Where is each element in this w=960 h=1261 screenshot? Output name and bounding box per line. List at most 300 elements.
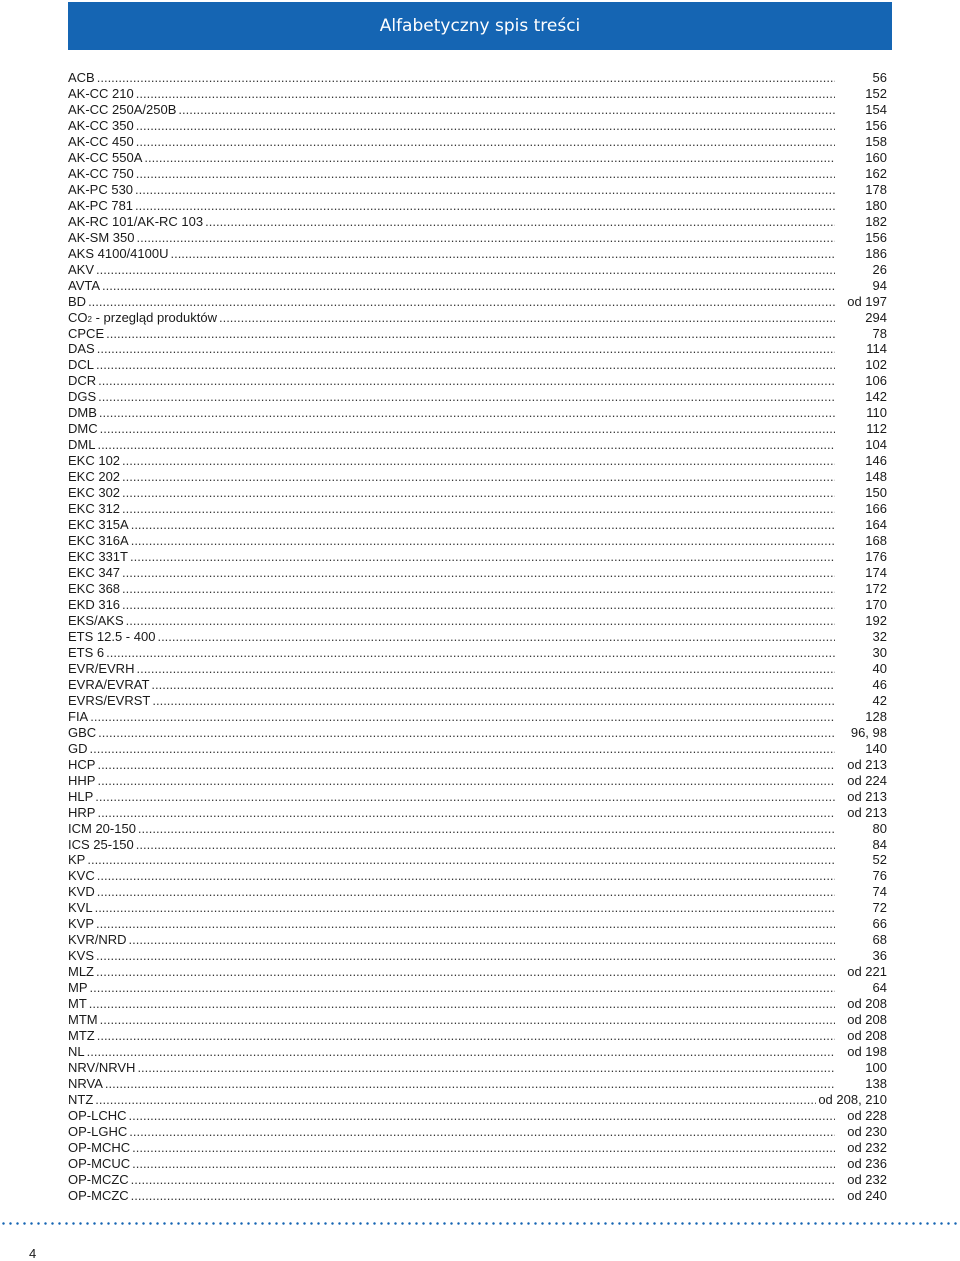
entry-page: od 197 xyxy=(847,293,887,309)
dot-leader xyxy=(136,837,835,853)
index-entry xyxy=(68,118,887,134)
dot-leader xyxy=(106,326,835,342)
page-number: 4 xyxy=(29,1246,37,1261)
index-entry xyxy=(68,262,887,278)
dot-leader xyxy=(178,102,835,118)
entry-name-text: ACB xyxy=(68,70,95,85)
entry-name xyxy=(68,70,95,86)
entry-name xyxy=(68,805,95,821)
entry-name xyxy=(68,389,96,405)
entry-page: 106 xyxy=(865,373,887,389)
entry-page: 142 xyxy=(865,389,887,405)
entry-page: od 228 xyxy=(847,1107,887,1123)
entry-page: 104 xyxy=(865,437,887,453)
dot-leader xyxy=(87,1044,835,1060)
entry-page: od 208 xyxy=(847,1012,887,1028)
dot-leader xyxy=(122,501,835,517)
entry-name xyxy=(68,533,129,549)
entry-name-text: HHP xyxy=(68,772,96,788)
index-entry xyxy=(68,757,887,773)
dot-leader xyxy=(136,134,835,150)
entry-name xyxy=(68,597,120,613)
entry-page: 166 xyxy=(865,501,887,517)
entry-name xyxy=(68,469,120,485)
entry-page: 94 xyxy=(872,277,887,293)
dot-leader xyxy=(219,310,835,326)
index-entry xyxy=(68,1188,887,1204)
entry-name-text: EKC 331T xyxy=(68,549,128,565)
dot-leader xyxy=(152,693,835,709)
entry-name-text: DMB xyxy=(68,405,97,421)
index-entry xyxy=(68,884,887,900)
entry-name xyxy=(68,581,120,597)
dot-leader xyxy=(97,757,835,773)
entry-name xyxy=(68,262,94,278)
index-entry xyxy=(68,533,887,549)
entry-name-text: MTM xyxy=(68,1012,98,1028)
dot-leader xyxy=(129,932,835,948)
dot-leader xyxy=(97,884,835,900)
entry-name-text: MT xyxy=(68,996,87,1012)
entry-name xyxy=(68,1108,127,1124)
entry-page: od 221 xyxy=(847,964,887,980)
entry-name xyxy=(68,789,93,805)
index-entry xyxy=(68,1140,887,1156)
entry-name-text: MP xyxy=(68,980,88,996)
entry-page: 42 xyxy=(872,692,887,708)
entry-name-text: KVR/NRD xyxy=(68,932,127,948)
entry-name xyxy=(68,453,120,469)
entry-name-text: KVL xyxy=(68,900,93,916)
entry-name-text: DML xyxy=(68,437,96,453)
entry-page: 156 xyxy=(865,229,887,245)
index-entry xyxy=(68,677,887,693)
entry-name xyxy=(68,182,133,198)
index-entry xyxy=(68,421,887,437)
entry-page: 176 xyxy=(865,549,887,565)
dot-leader xyxy=(170,246,835,262)
entry-name-text: GBC xyxy=(68,724,97,740)
entry-name-text: EKC 302 xyxy=(68,485,121,501)
entry-page: 294 xyxy=(865,309,887,325)
entry-name-text: FIA xyxy=(68,708,89,724)
entry-page: 76 xyxy=(872,868,887,884)
index-entry xyxy=(68,150,887,166)
dot-leader xyxy=(151,677,835,693)
entry-name xyxy=(68,357,94,373)
dot-leader xyxy=(98,389,835,405)
dot-leader xyxy=(132,1156,835,1172)
entry-page: 162 xyxy=(865,165,887,181)
dot-leader xyxy=(90,741,836,757)
entry-name-text: NRV/NRVH xyxy=(68,1060,136,1076)
index-entry xyxy=(68,916,887,932)
entry-name-text: AK-CC 550A xyxy=(68,149,143,165)
entry-name-text: EKD 316 xyxy=(68,596,121,612)
index-entry xyxy=(68,405,887,421)
entry-page: 160 xyxy=(865,149,887,165)
entry-page: 68 xyxy=(872,932,887,948)
index-entry xyxy=(68,230,887,246)
entry-name-text: KVP xyxy=(68,916,95,932)
entry-name xyxy=(68,1044,85,1060)
entry-name xyxy=(68,1092,93,1108)
entry-name-text: KVC xyxy=(68,868,95,884)
entry-name xyxy=(68,549,128,565)
index-entry xyxy=(68,948,887,964)
entry-name-text: AK-CC 450 xyxy=(68,133,134,149)
index-entry xyxy=(68,166,887,182)
dot-leader xyxy=(129,1108,835,1124)
entry-name xyxy=(68,645,104,661)
entry-name xyxy=(68,1188,129,1204)
index-entry xyxy=(68,198,887,214)
dot-leader xyxy=(87,852,835,868)
entry-name xyxy=(68,134,134,150)
entry-name-text: AVTA xyxy=(68,277,101,293)
index-entry xyxy=(68,837,887,853)
entry-page: 56 xyxy=(872,70,887,85)
dot-leader xyxy=(131,517,835,533)
entry-name-text: ETS 12.5 - 400 xyxy=(68,628,156,644)
entry-name xyxy=(68,565,120,581)
entry-name xyxy=(68,278,100,294)
index-entry xyxy=(68,805,887,821)
dotted-divider xyxy=(0,1222,960,1225)
entry-name-text: AK-CC 350 xyxy=(68,117,134,133)
entry-page: od 232 xyxy=(847,1139,887,1155)
entry-name xyxy=(68,214,203,230)
index-entry xyxy=(68,565,887,581)
entry-name-text: OP-LCHC xyxy=(68,1107,127,1123)
entry-name xyxy=(68,693,150,709)
entry-name xyxy=(68,373,96,389)
dot-leader xyxy=(126,613,835,629)
entry-page: 170 xyxy=(865,596,887,612)
index-entry xyxy=(68,821,887,837)
entry-name xyxy=(68,230,134,246)
dot-leader xyxy=(135,182,835,198)
dot-leader xyxy=(100,421,835,437)
entry-name xyxy=(68,421,98,437)
index-entry xyxy=(68,357,887,373)
index-entry xyxy=(68,996,887,1012)
index-entry xyxy=(68,278,887,294)
index-entry xyxy=(68,980,887,996)
dot-leader xyxy=(96,964,835,980)
entry-name xyxy=(68,613,124,629)
entry-page: 66 xyxy=(872,916,887,932)
index-entry xyxy=(68,469,887,485)
dot-leader xyxy=(205,214,835,230)
entry-page: 46 xyxy=(872,676,887,692)
entry-name xyxy=(68,932,127,948)
index-entry xyxy=(68,709,887,725)
entry-name-text: EKC 102 xyxy=(68,453,121,469)
entry-name-text: EKC 202 xyxy=(68,469,121,485)
index-entry xyxy=(68,868,887,884)
dot-leader xyxy=(106,645,835,661)
entry-page: 178 xyxy=(865,181,887,197)
index-entry xyxy=(68,485,887,501)
dot-leader xyxy=(122,485,835,501)
entry-name-text: OP-MCZC xyxy=(68,1187,129,1203)
dot-leader xyxy=(97,773,835,789)
dot-leader xyxy=(122,469,835,485)
index-entry xyxy=(68,373,887,389)
entry-page: 74 xyxy=(872,884,887,900)
index-list xyxy=(68,70,887,1204)
entry-page: od 224 xyxy=(847,772,887,788)
entry-page: 114 xyxy=(866,341,887,357)
index-entry xyxy=(68,900,887,916)
index-entry xyxy=(68,597,887,613)
index-entry xyxy=(68,1044,887,1060)
dot-leader xyxy=(136,230,835,246)
entry-name-text: ETS 6 xyxy=(68,644,105,660)
dot-leader xyxy=(136,86,835,102)
entry-name-text: AK-CC 250A/250B xyxy=(68,101,177,117)
entry-page: 186 xyxy=(865,245,887,261)
entry-name xyxy=(68,996,87,1012)
entry-page: 154 xyxy=(865,101,887,117)
index-entry xyxy=(68,310,887,326)
dot-leader xyxy=(122,597,835,613)
entry-page: 192 xyxy=(865,612,887,628)
dot-leader xyxy=(97,70,835,86)
index-entry xyxy=(68,1108,887,1124)
entry-name-text: AK-CC 750 xyxy=(68,165,134,181)
index-entry xyxy=(68,613,887,629)
entry-page: 36 xyxy=(872,948,887,964)
entry-name xyxy=(68,709,88,725)
dot-leader xyxy=(96,948,835,964)
index-entry xyxy=(68,932,887,948)
entry-name-text: AK-SM 350 xyxy=(68,229,135,245)
dot-leader xyxy=(97,805,835,821)
entry-name xyxy=(68,964,94,980)
entry-name-text: ICS 25-150 xyxy=(68,836,134,852)
entry-page: 180 xyxy=(865,197,887,213)
entry-name xyxy=(68,341,95,357)
entry-page: 168 xyxy=(865,533,887,549)
entry-name-text: EVR/EVRH xyxy=(68,660,135,676)
entry-name-text: AKV xyxy=(68,261,95,277)
index-entry xyxy=(68,246,887,262)
entry-name xyxy=(68,1140,130,1156)
entry-name-text: DCL xyxy=(68,357,95,373)
entry-name xyxy=(68,980,88,996)
index-entry xyxy=(68,629,887,645)
entry-name-text: HCP xyxy=(68,756,96,772)
entry-name xyxy=(68,884,95,900)
entry-page: od 236 xyxy=(847,1155,887,1171)
entry-page: 110 xyxy=(866,405,887,421)
entry-page: 164 xyxy=(865,517,887,533)
entry-page: 138 xyxy=(865,1076,887,1092)
entry-name xyxy=(68,1124,127,1140)
entry-name xyxy=(68,741,88,757)
entry-name xyxy=(68,118,134,134)
entry-name xyxy=(68,852,85,868)
index-entry xyxy=(68,70,887,86)
entry-name-text: OP-LGHC xyxy=(68,1123,128,1139)
index-entry xyxy=(68,326,887,342)
entry-page: od 213 xyxy=(847,756,887,772)
index-entry xyxy=(68,501,887,517)
dot-leader xyxy=(144,150,835,166)
entry-name xyxy=(68,86,134,102)
entry-name-text: AK-PC 781 xyxy=(68,197,134,213)
entry-name-text: NTZ xyxy=(68,1092,94,1107)
entry-page: 30 xyxy=(872,644,887,660)
entry-name-text: AK-RC 101/AK-RC 103 xyxy=(68,213,204,229)
entry-page: 26 xyxy=(872,261,887,277)
entry-name-text: KVD xyxy=(68,884,95,900)
index-entry xyxy=(68,341,887,357)
page-header xyxy=(68,2,892,50)
dot-leader xyxy=(137,1060,835,1076)
dot-leader xyxy=(97,437,835,453)
entry-name-text: EKC 347 xyxy=(68,565,121,581)
dot-leader xyxy=(131,1188,835,1204)
entry-page: 96, 98 xyxy=(850,724,887,740)
index-entry xyxy=(68,1012,887,1028)
index-entry xyxy=(68,549,887,565)
entry-page: 172 xyxy=(865,581,887,596)
entry-name xyxy=(68,437,95,453)
dot-leader xyxy=(130,549,835,565)
entry-page: 100 xyxy=(865,1060,887,1076)
index-entry xyxy=(68,134,887,150)
index-entry xyxy=(68,1124,887,1140)
entry-name-text: EKC 368 xyxy=(68,581,121,596)
dot-leader xyxy=(95,900,835,916)
dot-leader xyxy=(96,262,835,278)
entry-name xyxy=(68,102,176,118)
entry-name-text: OP-MCUC xyxy=(68,1155,131,1171)
index-entry xyxy=(68,661,887,677)
entry-name-text: KP xyxy=(68,852,86,868)
index-entry xyxy=(68,852,887,868)
index-entry xyxy=(68,773,887,789)
entry-name-text: AK-PC 530 xyxy=(68,181,134,197)
entry-page: 78 xyxy=(872,325,887,341)
entry-page: 156 xyxy=(865,117,887,133)
index-entry xyxy=(68,294,887,310)
entry-page: 182 xyxy=(865,213,887,229)
entry-page: od 208 xyxy=(847,1028,887,1044)
entry-page: 64 xyxy=(872,980,887,996)
entry-name-text: CO xyxy=(68,309,88,325)
index-entry xyxy=(68,1156,887,1172)
entry-page: od 213 xyxy=(847,804,887,820)
index-entry xyxy=(68,86,887,102)
entry-name xyxy=(68,166,134,182)
entry-page: od 213 xyxy=(847,788,887,804)
entry-page: 174 xyxy=(865,565,887,581)
dot-leader xyxy=(90,709,835,725)
index-entry xyxy=(68,1172,887,1188)
entry-name xyxy=(68,821,136,837)
entry-name-text: ICM 20-150 xyxy=(68,820,136,836)
index-entry xyxy=(68,517,887,533)
entry-name xyxy=(68,501,120,517)
entry-name xyxy=(68,1012,98,1028)
entry-name-text: EKC 312 xyxy=(68,501,121,517)
dot-leader xyxy=(100,1012,835,1028)
dot-leader xyxy=(97,868,835,884)
entry-name-text: OP-MCHC xyxy=(68,1139,131,1155)
entry-page: 52 xyxy=(872,852,887,868)
entry-name xyxy=(68,629,155,645)
entry-page: 102 xyxy=(865,357,887,373)
dot-leader xyxy=(98,725,835,741)
page-title: Alfabetyczny spis treści xyxy=(379,16,581,36)
dot-leader xyxy=(157,629,835,645)
index-entry xyxy=(68,725,887,741)
entry-name xyxy=(68,1172,129,1188)
dot-leader xyxy=(97,1028,835,1044)
index-entry xyxy=(68,182,887,198)
entry-name-text: GD xyxy=(68,740,88,756)
entry-page: 152 xyxy=(865,85,887,101)
entry-name-text: DCR xyxy=(68,373,97,389)
dot-leader xyxy=(98,373,835,389)
dot-leader xyxy=(131,1172,835,1188)
entry-name-text: EKC 316A xyxy=(68,533,129,549)
entry-name xyxy=(68,1060,135,1076)
entry-page: 128 xyxy=(865,708,887,724)
entry-name xyxy=(68,246,168,262)
entry-name xyxy=(68,661,134,677)
index-entry xyxy=(68,693,887,709)
dot-leader xyxy=(96,357,835,373)
index-entry xyxy=(68,789,887,805)
entry-page: od 230 xyxy=(847,1123,887,1139)
index-entry xyxy=(68,1060,887,1076)
dot-leader xyxy=(99,405,835,421)
entry-name-text: HRP xyxy=(68,804,96,820)
entry-page: od 232 xyxy=(847,1171,887,1187)
dot-leader xyxy=(89,996,835,1012)
dot-leader xyxy=(105,1076,835,1092)
entry-name-text: DGS xyxy=(68,389,97,405)
entry-name xyxy=(68,198,133,214)
index-entry xyxy=(68,1028,887,1044)
entry-name xyxy=(68,725,96,741)
dot-leader xyxy=(129,1124,835,1140)
index-entry xyxy=(68,1092,887,1108)
dot-leader xyxy=(95,1092,816,1108)
entry-name xyxy=(68,326,104,342)
index-entry xyxy=(68,437,887,453)
entry-name xyxy=(68,405,97,421)
entry-name xyxy=(68,1076,103,1092)
index-entry xyxy=(68,453,887,469)
entry-name-text: EVRA/EVRAT xyxy=(68,676,150,692)
index-entry xyxy=(68,214,887,230)
entry-name xyxy=(68,773,95,789)
entry-subscript: 2 xyxy=(87,314,92,324)
entry-name xyxy=(68,517,129,533)
entry-name-text: NL xyxy=(68,1044,85,1060)
entry-page: 148 xyxy=(865,469,887,485)
entry-name-text: MLZ xyxy=(68,964,94,980)
entry-name-text: OP-MCZC xyxy=(68,1171,129,1187)
entry-page: 150 xyxy=(865,485,887,501)
entry-name xyxy=(68,900,93,916)
